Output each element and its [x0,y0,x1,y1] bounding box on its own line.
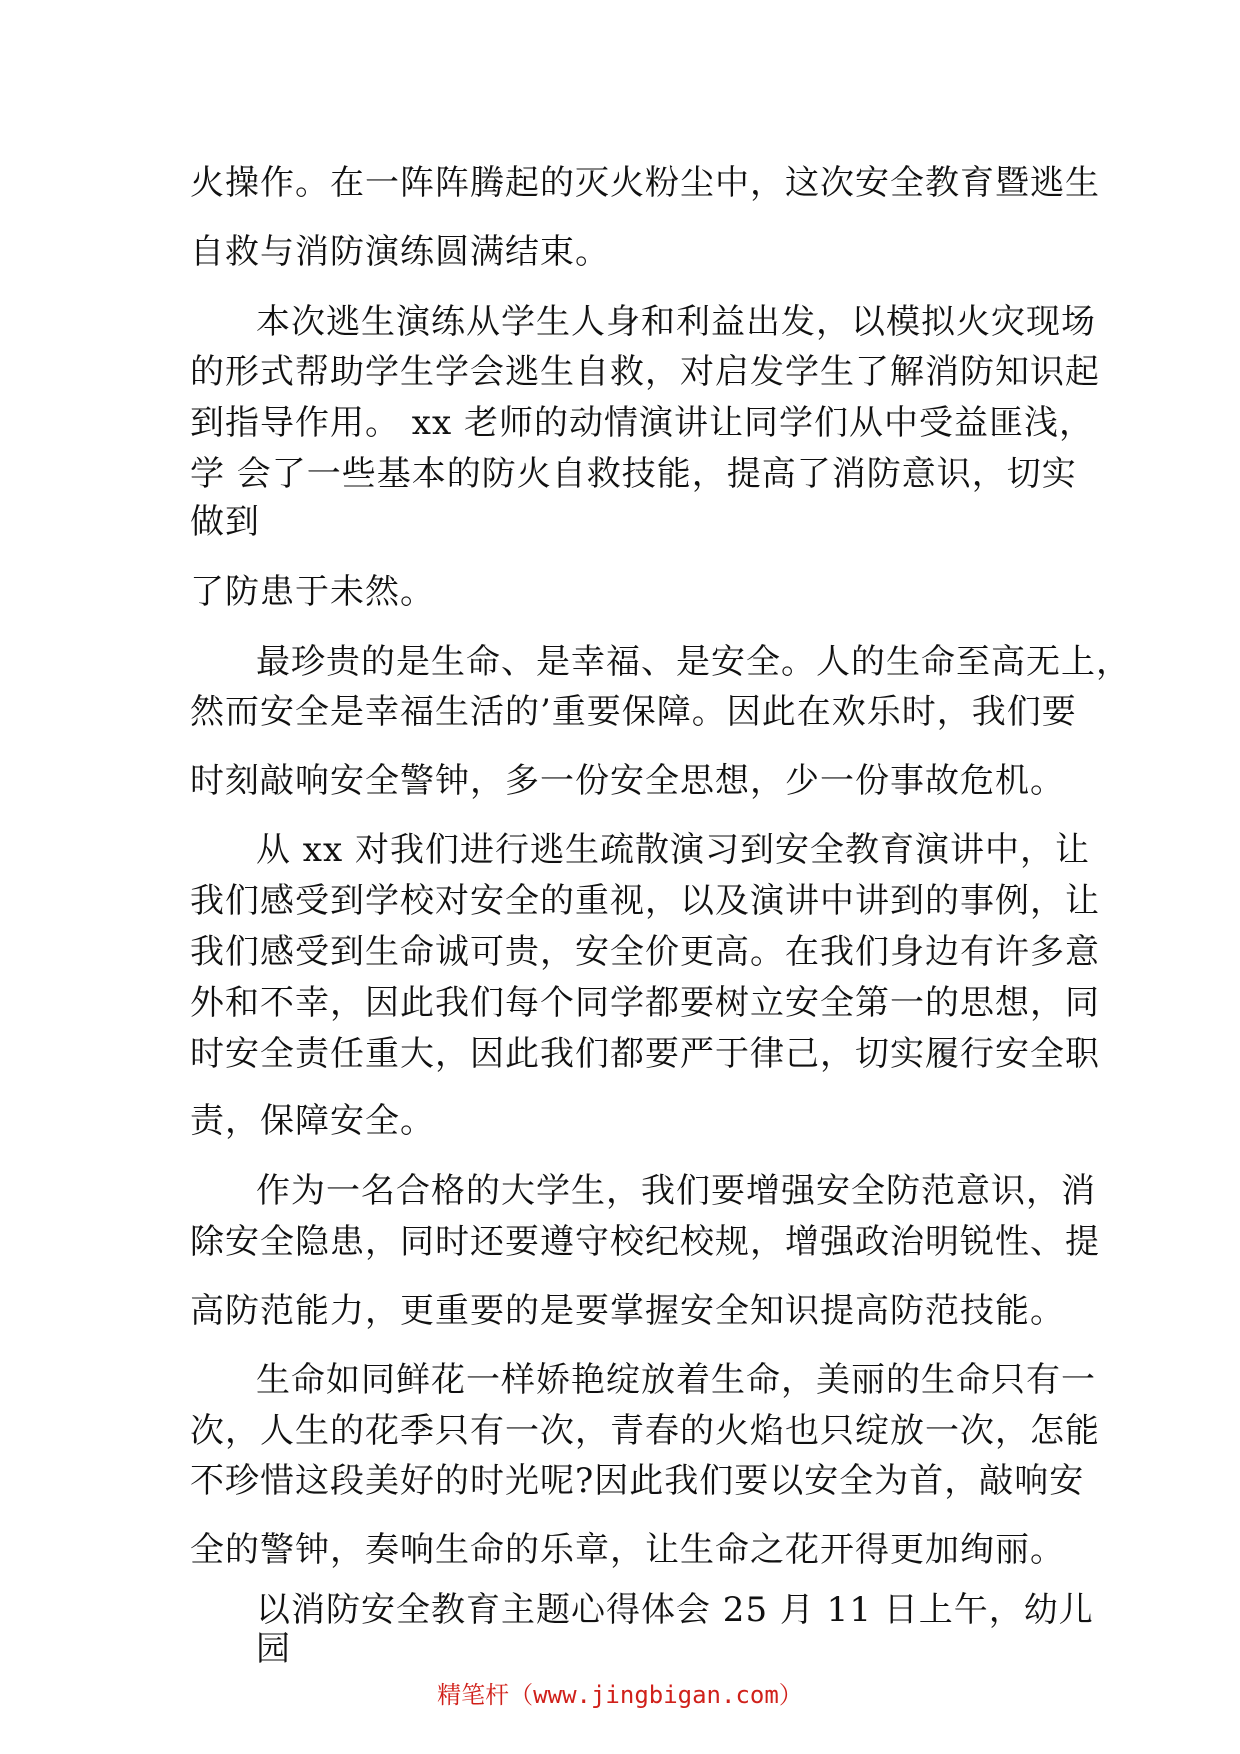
footer-watermark: 精笔杆（www.jingbigan.com） [437,1681,803,1709]
text-line: 责，保障安全。 [190,1101,435,1141]
text-line: 学 会了一些基本的防火自救技能，提高了消防意识，切实 [190,454,1077,494]
text-line: 的形式帮助学生学会逃生自救，对启发学生了解消防知识起 [190,352,1100,392]
text-line: 不珍惜这段美好的时光呢?因此我们要以安全为首，敲响安 [190,1461,1085,1501]
text-line: 生命如同鲜花一样娇艳绽放着生命，美丽的生命只有一 [256,1360,1096,1400]
text-line: 时安全责任重大，因此我们都要严于律己，切实履行安全职 [190,1034,1100,1074]
text-line: 从 xx 对我们进行逃生疏散演习到安全教育演讲中，让 [256,830,1090,870]
text-line: 做到 [190,502,260,542]
text-line: 本次逃生演练从学生人身和利益出发，以模拟火灾现场 [256,302,1096,342]
text-line: 除安全隐患，同时还要遵守校纪校规，增强政治明锐性、提 [190,1222,1100,1262]
text-line: 到指导作用。 xx 老师的动情演讲让同学们从中受益匪浅， [190,403,1094,443]
text-line: 自救与消防演练圆满结束。 [190,232,610,272]
text-line: 最珍贵的是生命、是幸福、是安全。人的生命至高无上， [256,642,1131,682]
text-line: 时刻敲响安全警钟，多一份安全思想，少一份事故危机。 [190,761,1065,801]
text-line: 外和不幸，因此我们每个同学都要树立安全第一的思想，同 [190,983,1100,1023]
text-line: 次，人生的花季只有一次，青春的火焰也只绽放一次，怎能 [190,1411,1100,1451]
text-line: 作为一名合格的大学生，我们要增强安全防范意识，消 [256,1171,1096,1211]
text-line: 我们感受到学校对安全的重视，以及演讲中讲到的事例，让 [190,881,1100,921]
text-line: 火操作。在一阵阵腾起的灭火粉尘中，这次安全教育暨逃生 [190,163,1100,203]
text-line: 园 [256,1629,291,1669]
text-line: 了防患于未然。 [190,572,435,612]
text-line: 然而安全是幸福生活的’重要保障。因此在欢乐时，我们要 [190,692,1077,732]
text-line: 我们感受到生命诚可贵，安全价更高。在我们身边有许多意 [190,932,1100,972]
text-line: 高防范能力，更重要的是要掌握安全知识提高防范技能。 [190,1291,1065,1331]
text-line: 全的警钟，奏响生命的乐章，让生命之花开得更加绚丽。 [190,1530,1065,1570]
text-line: 以消防安全教育主题心得体会 25 月 11 日上午，幼儿 [256,1590,1094,1630]
